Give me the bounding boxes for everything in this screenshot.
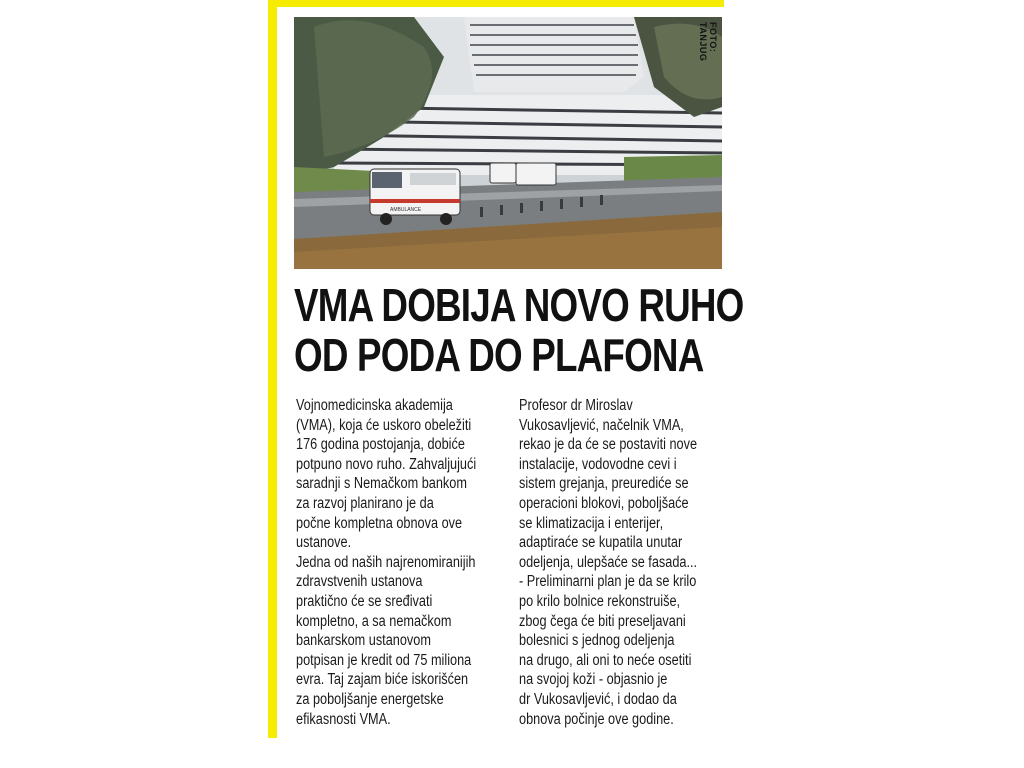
headline-line-2: OD PODA DO PLAFONA — [294, 329, 704, 381]
body-column-1 — [296, 396, 524, 729]
photo-credit: FOTO: TANJUG — [698, 22, 718, 62]
body-line: dr Vukosavljević, i dodao da — [519, 690, 677, 708]
body-line: zdravstvenih ustanova — [296, 573, 423, 591]
body-line: na drugo, ali oni to neće osetiti — [519, 651, 692, 669]
body-line: potpuno novo ruho. Zahvaljujući — [296, 455, 477, 473]
body-line: potpisan je kredit od 75 miliona — [296, 651, 472, 669]
body-line: evra. Taj zajam biće iskorišćen — [296, 671, 469, 689]
body-line: ustanove. — [296, 534, 352, 552]
body-line: Vukosavljević, načelnik VMA, — [519, 416, 684, 434]
body-line: (VMA), koja će uskoro obeležiti — [296, 416, 472, 434]
body-line: instalacije, vodovodne cevi i — [519, 455, 677, 473]
body-line: odeljenja, ulepšaće se fasada... — [519, 553, 698, 571]
body-line: - Preliminarni plan je da se krilo — [519, 573, 697, 591]
body-line: adaptiraće se kupatila unutar — [519, 534, 683, 552]
body-line: bankarskom ustanovom — [296, 632, 431, 650]
body-line: 176 godina postojanja, dobiće — [296, 436, 465, 454]
body-line: Jedna od naših najrenomiranijih — [296, 553, 476, 571]
body-line: na svojoj koži - objasnio je — [519, 671, 668, 689]
headline — [294, 279, 744, 381]
body-column-2 — [519, 396, 747, 729]
body-line: operacioni blokovi, poboljšaće — [519, 494, 689, 512]
ambulance-label: AMBULANCE — [390, 207, 422, 213]
body-line: zbog čega će biti preseljavani — [519, 612, 686, 630]
body-line: za razvoj planirano je da — [296, 494, 434, 512]
body-line: saradnji s Nemačkom bankom — [296, 475, 467, 493]
body-line: sistem grejanja, preurediće se — [519, 475, 689, 493]
body-line: praktično će se sređivati — [296, 592, 433, 610]
body-line: bolesnici s jednog odeljenja — [519, 632, 675, 650]
yellow-border-top — [268, 0, 724, 7]
body-line: rekao je da će se postaviti nove — [519, 436, 698, 454]
body-line: Profesor dr Miroslav — [519, 397, 633, 414]
body-line: obnova počinje ove godine. — [519, 710, 674, 728]
body-line: za poboljšanje energetske — [296, 690, 444, 708]
body-line: se klimatizacija i enterijer, — [519, 514, 664, 532]
body-line: kompletno, a sa nemačkom — [296, 612, 452, 630]
yellow-border-left — [268, 0, 277, 738]
headline-line-1: VMA DOBIJA NOVO RUHO — [294, 279, 744, 331]
body-line: počne kompletna obnova ove — [296, 514, 463, 532]
hospital-photo — [294, 17, 722, 269]
body-line: efikasnosti VMA. — [296, 710, 391, 728]
body-line: po krilo bolnice rekonstruiše, — [519, 592, 681, 610]
body-line: Vojnomedicinska akademija — [296, 397, 453, 414]
